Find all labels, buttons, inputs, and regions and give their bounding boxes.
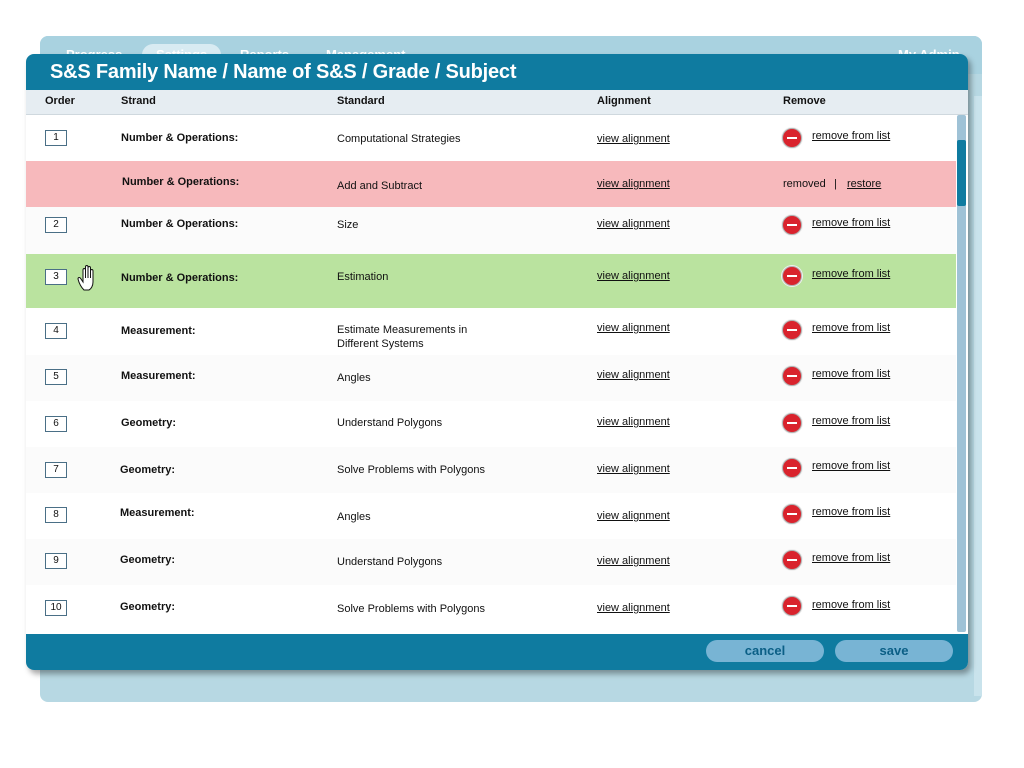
- view-alignment-link[interactable]: view alignment: [597, 369, 670, 381]
- table-row: [26, 539, 956, 586]
- standard-label: Understand Polygons: [337, 417, 443, 429]
- column-header-alignment: Alignment: [597, 95, 651, 107]
- modal-title: S&S Family Name / Name of S&S / Grade / Subject: [50, 61, 517, 83]
- strand-label: Geometry:: [121, 417, 177, 429]
- strand-label: Number & Operations:: [122, 176, 240, 188]
- remove-from-list-link[interactable]: remove from list: [812, 415, 891, 427]
- background-scrollbar: [974, 96, 982, 696]
- order-input[interactable]: 10: [45, 600, 67, 616]
- table-row: [26, 115, 956, 162]
- standard-label: Add and Subtract: [337, 180, 423, 192]
- remove-from-list-link[interactable]: remove from list: [812, 552, 891, 564]
- standard-label: Estimation: [337, 271, 389, 283]
- separator: |: [834, 178, 837, 190]
- remove-from-list-link[interactable]: remove from list: [812, 460, 891, 472]
- modal-footer: [26, 634, 968, 670]
- strand-label: Measurement:: [121, 370, 196, 382]
- table-row: [26, 207, 956, 255]
- view-alignment-link[interactable]: view alignment: [597, 416, 670, 428]
- strand-label: Geometry:: [120, 464, 176, 476]
- restore-link[interactable]: restore: [847, 178, 882, 190]
- standard-label: Angles: [337, 372, 371, 384]
- cancel-button[interactable]: cancel: [706, 640, 824, 662]
- column-header-strand: Strand: [121, 95, 156, 107]
- modal-header: [26, 54, 968, 90]
- standards-list: [26, 115, 956, 635]
- view-alignment-link[interactable]: view alignment: [597, 178, 670, 190]
- remove-from-list-link[interactable]: remove from list: [812, 130, 891, 142]
- list-scrollbar[interactable]: [957, 115, 966, 632]
- table-row: [26, 401, 956, 448]
- remove-from-list-link[interactable]: remove from list: [812, 599, 891, 611]
- remove-circle-icon[interactable]: [782, 215, 802, 235]
- order-input[interactable]: 6: [45, 416, 67, 432]
- standard-label: Solve Problems with Polygons: [337, 603, 485, 615]
- order-input[interactable]: 1: [45, 130, 67, 146]
- view-alignment-link[interactable]: view alignment: [597, 463, 670, 475]
- order-input[interactable]: 2: [45, 217, 67, 233]
- order-input[interactable]: 5: [45, 369, 67, 385]
- order-input[interactable]: 8: [45, 507, 67, 523]
- remove-circle-icon[interactable]: [782, 128, 802, 148]
- view-alignment-link[interactable]: view alignment: [597, 133, 670, 145]
- standard-label: Angles: [337, 511, 371, 523]
- order-input[interactable]: 9: [45, 553, 67, 569]
- standard-label: Understand Polygons: [337, 556, 443, 568]
- strand-label: Geometry:: [120, 554, 176, 566]
- view-alignment-link[interactable]: view alignment: [597, 218, 670, 230]
- standard-label: Size: [337, 219, 359, 231]
- view-alignment-link[interactable]: view alignment: [597, 602, 670, 614]
- view-alignment-link[interactable]: view alignment: [597, 322, 670, 334]
- removed-status: removed: [783, 178, 826, 190]
- standards-modal: [26, 54, 968, 670]
- strand-label: Measurement:: [120, 507, 195, 519]
- remove-from-list-link[interactable]: remove from list: [812, 322, 891, 334]
- standard-label: Computational Strategies: [337, 133, 461, 145]
- remove-from-list-link[interactable]: remove from list: [812, 217, 891, 229]
- standard-label: Estimate Measurements in Different Systems: [337, 324, 468, 350]
- scrollbar-thumb[interactable]: [957, 140, 966, 206]
- strand-label: Number & Operations:: [121, 132, 239, 144]
- remove-circle-icon[interactable]: [782, 320, 802, 340]
- column-header-remove: Remove: [783, 95, 826, 107]
- strand-label: Number & Operations:: [121, 272, 239, 284]
- table-row: [26, 585, 956, 635]
- strand-label: Number & Operations:: [121, 218, 239, 230]
- remove-circle-icon[interactable]: [782, 366, 802, 386]
- drag-hand-icon[interactable]: [76, 264, 100, 292]
- remove-circle-icon[interactable]: [782, 550, 802, 570]
- order-input[interactable]: 3: [45, 269, 67, 285]
- remove-from-list-link[interactable]: remove from list: [812, 506, 891, 518]
- table-row: [26, 447, 956, 494]
- remove-circle-icon[interactable]: [782, 413, 802, 433]
- order-input[interactable]: 7: [45, 462, 67, 478]
- column-header-row: [26, 90, 968, 115]
- table-row-removed: [26, 161, 956, 208]
- remove-circle-icon[interactable]: [782, 458, 802, 478]
- column-header-standard: Standard: [337, 95, 385, 107]
- remove-circle-icon[interactable]: [782, 504, 802, 524]
- remove-from-list-link[interactable]: remove from list: [812, 268, 891, 280]
- standard-label: Solve Problems with Polygons: [337, 464, 485, 476]
- table-row: [26, 355, 956, 402]
- table-row: [26, 308, 956, 356]
- strand-label: Measurement:: [121, 325, 196, 337]
- strand-label: Geometry:: [120, 601, 176, 613]
- order-input[interactable]: 4: [45, 323, 67, 339]
- view-alignment-link[interactable]: view alignment: [597, 555, 670, 567]
- view-alignment-link[interactable]: view alignment: [597, 270, 670, 282]
- table-row-dragging[interactable]: [26, 254, 956, 309]
- table-row: [26, 493, 956, 540]
- remove-circle-icon[interactable]: [782, 596, 802, 616]
- column-header-order: Order: [45, 95, 75, 107]
- save-button[interactable]: save: [835, 640, 953, 662]
- view-alignment-link[interactable]: view alignment: [597, 510, 670, 522]
- remove-from-list-link[interactable]: remove from list: [812, 368, 891, 380]
- remove-circle-icon[interactable]: [782, 266, 802, 286]
